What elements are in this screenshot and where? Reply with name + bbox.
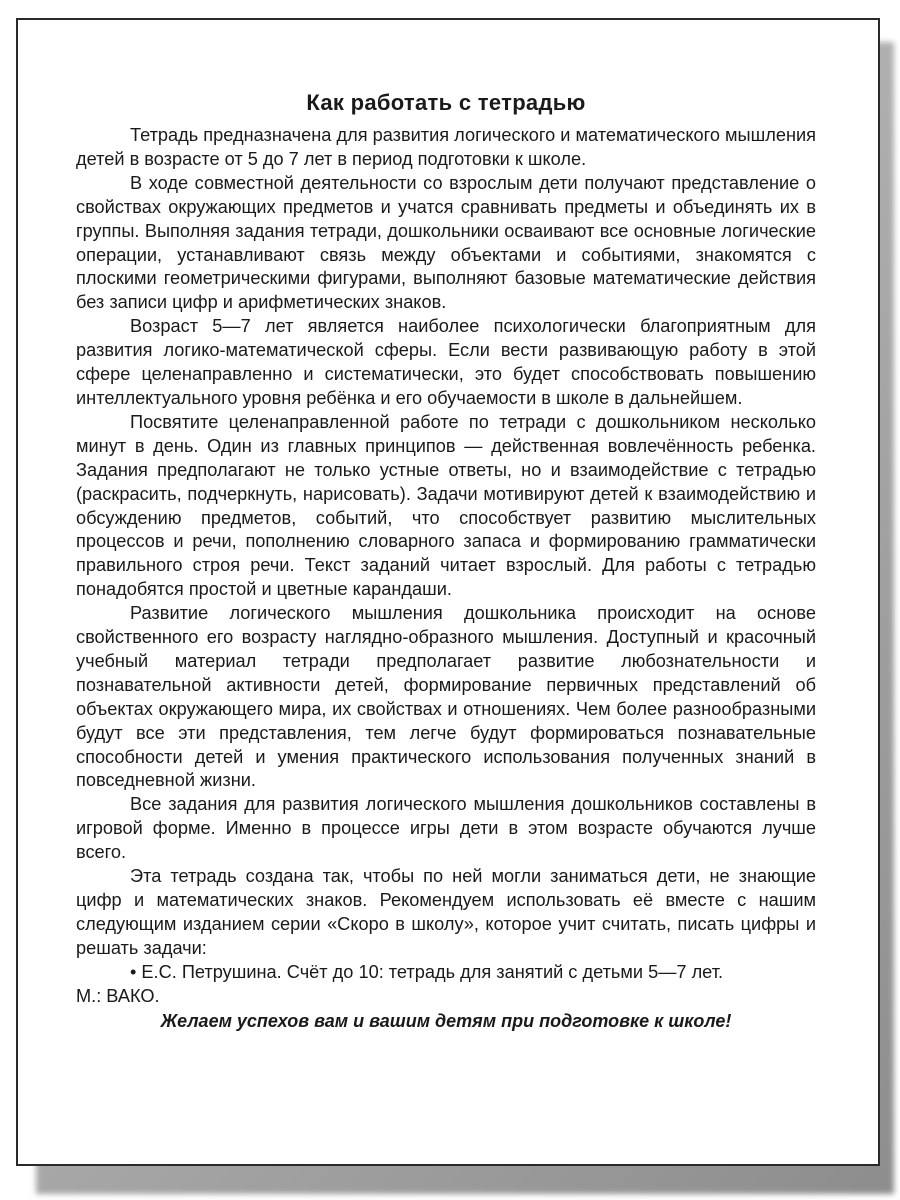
paragraph-age: Возраст 5—7 лет является наиболее психологически благоприятным для развития логико-математической сферы. Если вести развивающую работу в этой сфере целенаправленно и систематически, это будет способствовать повышению интеллектуального уровня ребёнка и его обучаемости в школе в дальнейшем. <box>76 316 816 408</box>
paragraph-game-form: Все задания для развития логического мышления дошкольников составлены в игровой форме. Именно в процессе игры дети в этом возрасте обучаются лучше всего. <box>76 794 816 863</box>
document-page <box>16 18 880 1166</box>
page-title: Как работать с тетрадью <box>306 90 586 115</box>
closing-wish: Желаем успехов вам и вашим детям при подготовке к школе! <box>160 1010 732 1031</box>
paragraph-recommendation: Эта тетрадь создана так, чтобы по ней могли заниматься дети, не знающие цифр и математических знаков. Рекомендуем использовать её вместе с нашим следующим изданием серии «Скоро в школу», которое учит считать, писать цифры и решать задачи: <box>76 866 816 958</box>
paragraph-daily-work: Посвятите целенаправленной работе по тетради с дошкольником несколько минут в день. Один из главных принципов — действенная вовлечённость ребенка. Задания предполагают не только устные ответы, но и взаимодействие с тетрадью (раскрасить, подчеркнуть, нарисовать). Задачи мотивируют детей к взаимодействию и обсуждению предметов, событий, что способствует развитию мыслительных процессов и речи, пополнению словарного запаса и формированию грамматически правильного строя речи. Текст заданий читает взрослый. Для работы с тетрадью понадобятся простой и цветные карандаши. <box>76 411 816 600</box>
paragraph-logical-thinking: Развитие логического мышления дошкольника происходит на основе свойственного его возрасту наглядно-образного мышления. Доступный и красочный учебный материал тетради предполагает развитие любознательности и познавательной активности детей, формирование первичных представлений об объектах окружающего мира, их свойствах и отношениях. Чем более разнообразными будут все эти представления, тем легче будут формироваться познавательные способности детей и умения практического использования полученных знаний в повседневной жизни. <box>76 603 816 791</box>
reference-line: • Е.С. Петрушина. Счёт до 10: тетрадь для занятий с детьми 5—7 лет. <box>130 961 724 982</box>
paragraph-purpose: Тетрадь предназначена для развития логического и математического мышления детей в возрасте от 5 до 7 лет в период подготовки к школе. <box>76 125 816 169</box>
reference-publisher: М.: ВАКО. <box>76 985 160 1006</box>
paragraph-joint-activity: В ходе совместной деятельности со взрослым дети получают представление о свойствах окружающих предметов и учатся сравнивать предметы и объединять их в группы. Выполняя задания тетради, дошкольники осваивают все основные логические операции, устанавливают связь между объектами и событиями, знакомятся с плоскими геометрическими фигурами, выполняют базовые математические действия без записи цифр и арифметических знаков. <box>76 172 816 313</box>
